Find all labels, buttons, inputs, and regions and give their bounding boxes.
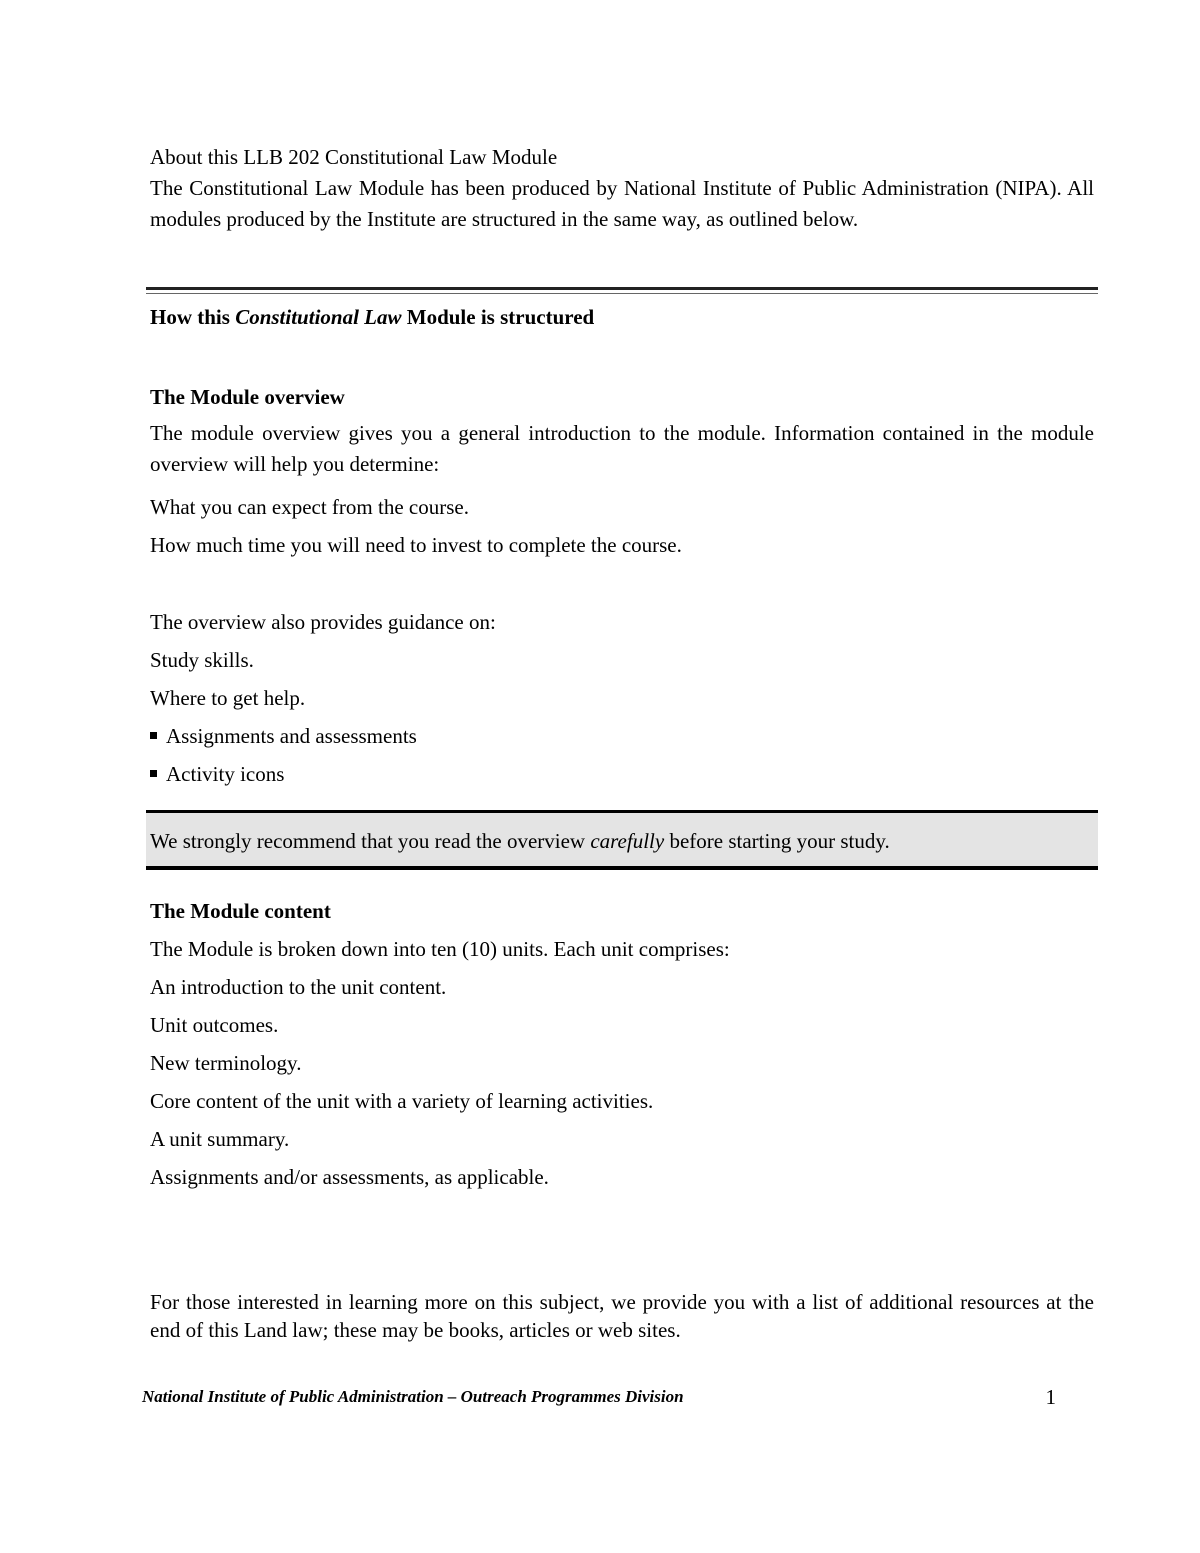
list-item: What you can expect from the course. bbox=[150, 495, 469, 519]
list-item: Study skills. bbox=[150, 648, 254, 672]
structure-heading-emphasis: Constitutional Law bbox=[235, 305, 402, 329]
bullet-text: Activity icons bbox=[166, 762, 285, 786]
list-item: A unit summary. bbox=[150, 1127, 290, 1151]
structure-heading-suffix: Module is structured bbox=[401, 305, 595, 329]
overview-heading: The Module overview bbox=[150, 385, 345, 409]
guidance-list bbox=[150, 641, 1094, 793]
intro-paragraph: The Constitutional Law Module has been produced by National Institute of Public Administration (NIPA). All modules produced by the Institute are structured in the same way, as outlined below. bbox=[150, 176, 1094, 231]
footer-text: National Institute of Public Administration – Outreach Programmes Division bbox=[142, 1387, 684, 1406]
guidance-intro: The overview also provides guidance on: bbox=[150, 610, 496, 634]
determine-list bbox=[150, 488, 1094, 564]
bullet-text: Assignments and assessments bbox=[166, 724, 417, 748]
callout-emphasis: carefully bbox=[590, 829, 665, 853]
page-content bbox=[150, 142, 1094, 1344]
list-item: Unit outcomes. bbox=[150, 1013, 279, 1037]
list-item: Core content of the unit with a variety of learning activities. bbox=[150, 1089, 654, 1113]
module-content-intro: The Module is broken down into ten (10) units. Each unit comprises: bbox=[150, 937, 730, 961]
square-bullet-icon bbox=[150, 732, 157, 739]
callout-suffix: before starting your study. bbox=[664, 829, 890, 853]
list-item: New terminology. bbox=[150, 1051, 302, 1075]
list-item: An introduction to the unit content. bbox=[150, 975, 447, 999]
structure-heading bbox=[150, 300, 1094, 334]
resources-paragraph: For those interested in learning more on this subject, we provide you with a list of additional resources at the end of this Land law; these may be books, articles or web sites. bbox=[150, 1290, 1094, 1342]
bullet-item bbox=[150, 755, 1094, 793]
module-content-heading: The Module content bbox=[150, 899, 331, 923]
spacer bbox=[150, 564, 1094, 603]
recommendation-callout bbox=[146, 810, 1098, 870]
structure-heading-prefix: How this bbox=[150, 305, 236, 329]
list-item: Assignments and/or assessments, as applicable. bbox=[150, 1165, 549, 1189]
unit-components-list bbox=[150, 968, 1094, 1196]
square-bullet-icon bbox=[150, 770, 157, 777]
overview-paragraph: The module overview gives you a general introduction to the module. Information contained in the module overview will help you determine: bbox=[150, 421, 1094, 476]
list-item: How much time you will need to invest to complete the course. bbox=[150, 533, 682, 557]
bullet-item bbox=[150, 717, 1094, 755]
section-divider bbox=[146, 287, 1098, 294]
page-footer bbox=[142, 1384, 1062, 1410]
callout-prefix: We strongly recommend that you read the overview bbox=[150, 829, 591, 853]
module-title: About this LLB 202 Constitutional Law Module bbox=[150, 145, 558, 169]
page-number: 1 bbox=[1045, 1385, 1056, 1409]
list-item: Where to get help. bbox=[150, 686, 306, 710]
